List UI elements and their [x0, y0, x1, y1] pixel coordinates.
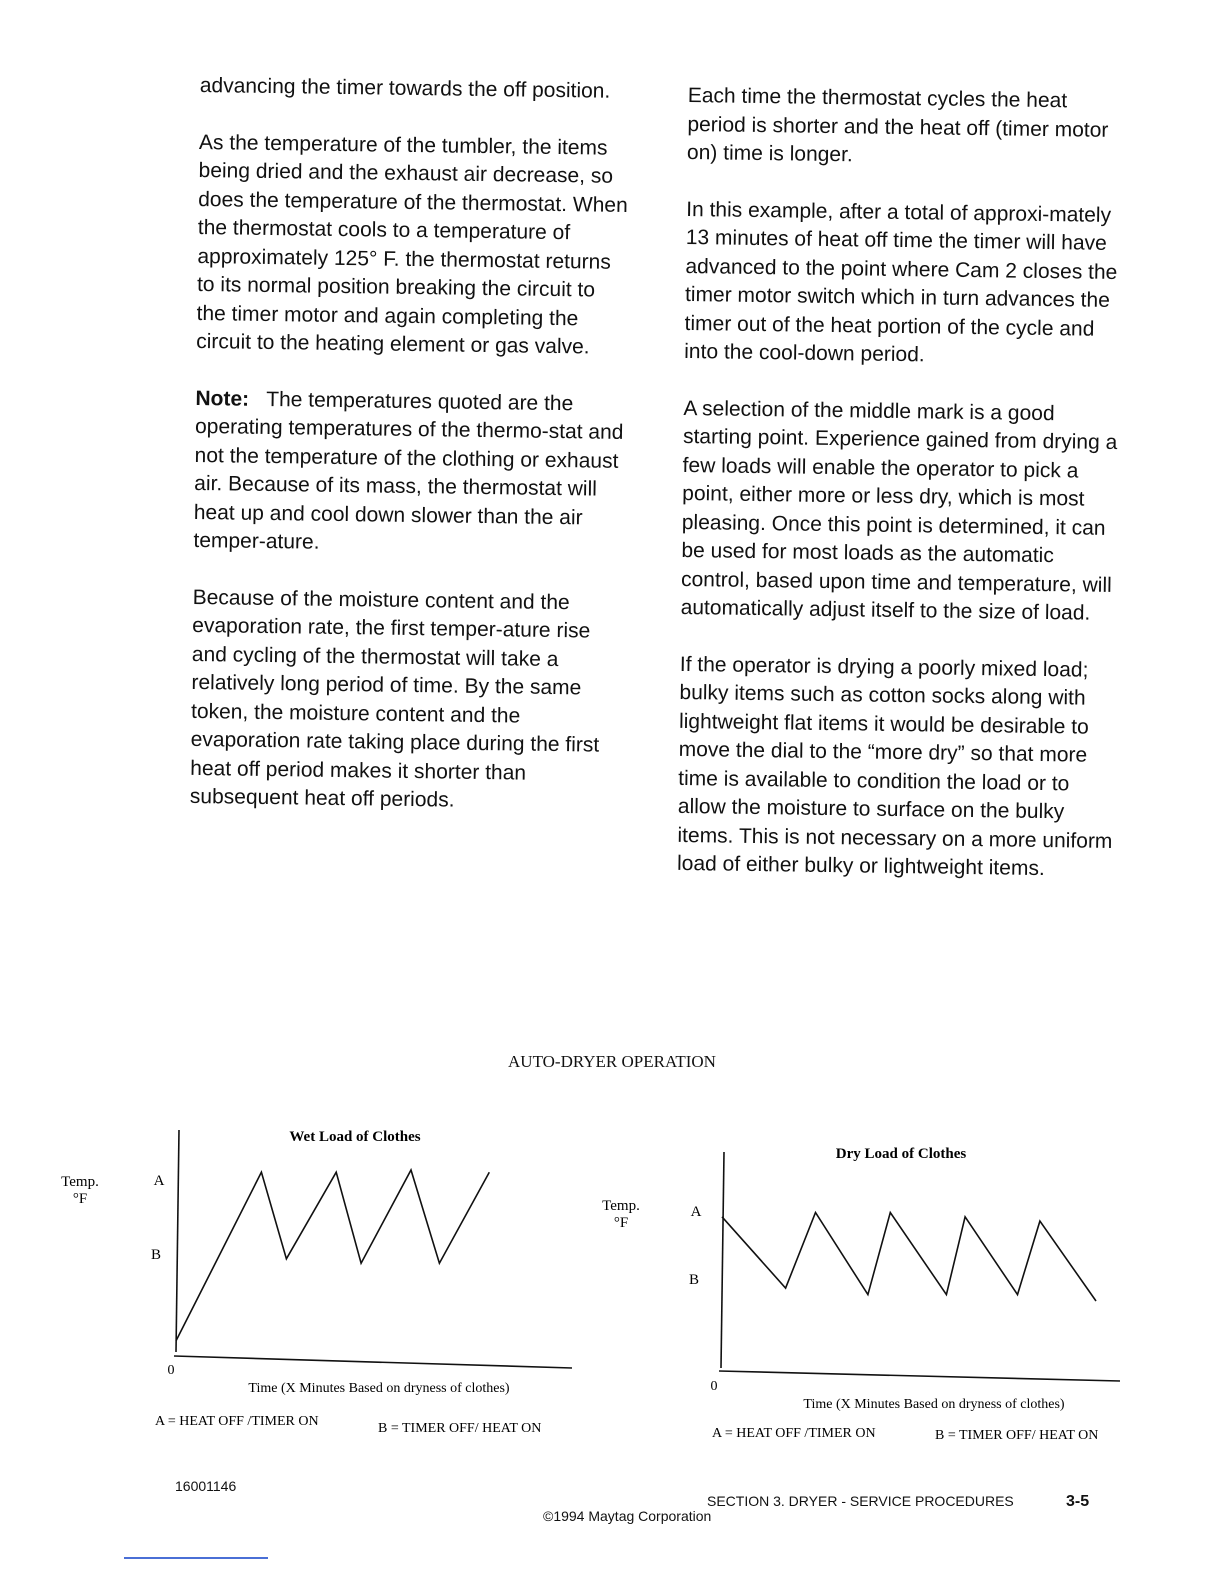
paragraph: A selection of the middle mark is a good starting point. Experience gained from drying a few loads will enable the operator to pick a point, either more or less dry, which is most pleasing. Once this point is determined, it can be used for most loads as the automatic control, based upon time and temperature, will automatically adjust itself to the size of load.: [680, 396, 1118, 625]
paragraph: If the operator is drying a poorly mixed load; bulky items such as cotton socks along with lightweight flat items it would be desirable to move the dial to the “more dry” so that more time is available to condition the load or to allow the moisture to surface on the bulky items. This is not necessary on a more uniform load of either bulky or lightweight items.: [676, 652, 1113, 881]
temperature-series-line: [722, 1213, 1096, 1302]
note-label: Note:: [195, 386, 250, 411]
note-text: The temperatures quoted are the operating temperatures of the thermo-stat and not the temperature of the clothing or exhaust air. Because of its mass, the thermostat will heat up and cool down slower than the air temper-ature.: [193, 387, 624, 554]
paragraph: advancing the timer towards the off position.: [199, 73, 611, 103]
x-axis-label: Time (X Minutes Based on dryness of clothes): [248, 1381, 510, 1396]
chart-dry-load: [602, 1146, 1120, 1443]
x-axis: [719, 1371, 1120, 1381]
y-mark-b: B: [150, 1247, 162, 1263]
temperature-series-line: [176, 1170, 489, 1341]
paragraph: As the temperature of the tumbler, the items being dried and the exhaust air decrease, so does the temperature of the thermostat. When the thermostat cools to a temperature of approximately 125° F. the thermostat returns to its normal position breaking the circuit to the timer motor and again completing the circuit to the heating element or gas valve.: [196, 130, 628, 359]
paragraph: In this example, after a total of approxi-mately 13 minutes of heat off time the timer will have advanced to the point where Cam 2 closes the timer motor switch which in turn advances the timer out of the heat portion of the cycle and into the cool-down period.: [684, 197, 1118, 367]
y-axis: [721, 1152, 724, 1368]
y-axis-label: Temp. °F: [602, 1198, 640, 1231]
legend-a: A = HEAT OFF /TIMER ON: [712, 1426, 876, 1441]
x-axis: [174, 1356, 572, 1368]
origin-label: 0: [710, 1379, 718, 1394]
x-axis-label: Time (X Minutes Based on dryness of clothes): [803, 1397, 1065, 1412]
copyright: ©1994 Maytag Corporation: [543, 1508, 712, 1524]
legend-b: B = TIMER OFF/ HEAT ON: [378, 1421, 542, 1436]
legend-a: A = HEAT OFF /TIMER ON: [155, 1414, 319, 1429]
origin-label: 0: [167, 1363, 175, 1378]
legend-b: B = TIMER OFF/ HEAT ON: [935, 1428, 1099, 1443]
chart-title: Dry Load of Clothes: [835, 1146, 967, 1162]
y-mark-a: A: [153, 1173, 165, 1189]
paragraph: Because of the moisture content and the evaporation rate, the first temper-ature rise and cycling of the thermostat will take a relatively long period of time. By the same token, the moisture content and the evaporation rate taking place during the first heat off period makes it shorter than subsequent heat off periods.: [189, 585, 600, 812]
y-mark-b: B: [688, 1272, 700, 1288]
chart-wet-load: [61, 1129, 572, 1436]
section-title: SECTION 3. DRYER - SERVICE PROCEDURES: [707, 1493, 1014, 1509]
document-number: 16001146: [175, 1478, 237, 1494]
y-mark-a: A: [690, 1204, 702, 1220]
paragraph: Each time the thermostat cycles the heat period is shorter and the heat off (timer motor on) time is longer.: [686, 83, 1109, 167]
scan-artifact-line: [124, 1557, 268, 1559]
chart-title: Wet Load of Clothes: [289, 1129, 421, 1145]
page-number: 3-5: [1066, 1493, 1090, 1510]
y-axis-label: Temp. °F: [61, 1174, 99, 1207]
y-axis: [176, 1130, 179, 1352]
figure-title: AUTO-DRYER OPERATION: [508, 1052, 716, 1071]
